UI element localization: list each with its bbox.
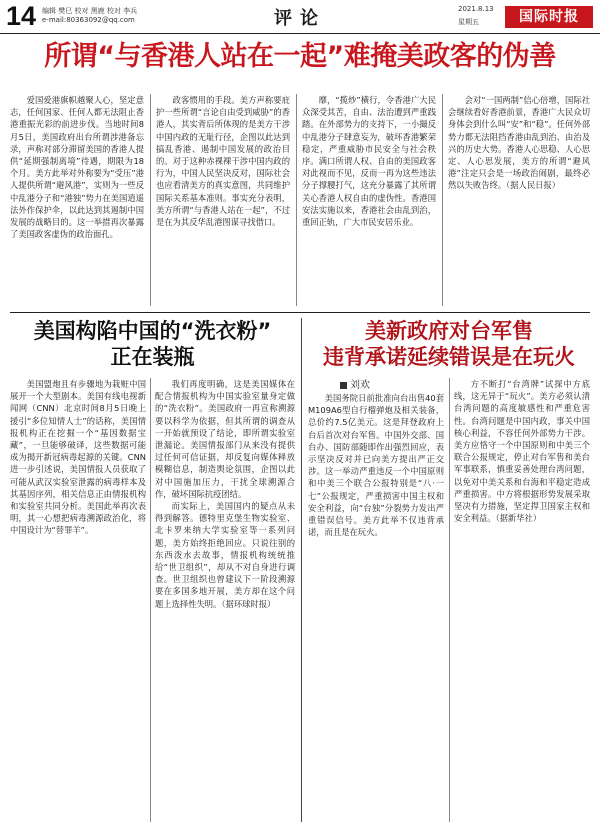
- main-article-col-2: [156, 94, 290, 306]
- author-icon: [340, 382, 347, 389]
- left-col-2-text: 我们再度明确，这是美国媒体在配合情报机构为中国实验室量身定做的“洗衣粉”。美国政府一再宣称溯源要以科学为依据，但其所谓的调查从一开始就预设了结论，即所谓实验室泄漏论。美国情报部门从来没有提供过任何可信证据，却反复向媒体释放模糊信息，制造舆论氛围，企图以此对中国施加压力，干扰全球溯源合作，破坏国际抗疫团结。: [155, 379, 295, 499]
- section-title: 评论: [274, 8, 326, 29]
- section-rule: [10, 312, 590, 313]
- article-divider: [301, 318, 302, 822]
- main-article-col-1: [10, 94, 144, 306]
- page-number: 14: [6, 1, 37, 31]
- right-headline-line1: 美新政府对台军售: [365, 319, 533, 343]
- right-headline-line2: 违背承诺延续错误是在玩火: [323, 345, 575, 369]
- left-col-1-text: 美国盟炮且有步骤地为栽赃中国展开一个大型剧本。美国有线电视新闻网（CNN）北京时间8月5日晚上援引“多位知情人士”的话称，美国情报机构正在挖掘一个“基因数据宝藏”，一旦能够破译，这些数据可能成为揭开新冠病毒起源的关键。CNN进一步引述说，美国情报人员获取了可能从武汉实验室泄露的病毒样本及其基因序列，相关信息正由情报机构和实验室共同分析。美国此举再次表明，其一心想把病毒溯源政治化，将中国设计为“替罪羊”。: [10, 379, 146, 536]
- left-article-col-1: [10, 378, 146, 822]
- main-col-1-text: 爱国爱港旗帜越聚人心，坚定意志，任何国家、任何人都无法阻止香港重振光彩的前进步伐。当地时间8月5日，美国政府出台所谓涉港备忘录，声称对部分滞留美国的香港人提供“延期强制离境”待遇，期限为18个月。美方此举对外称要为“受压”港人提供所谓“避风港”，实则为一些反中乱港分子和“港独”势力在美国逍遥法外作保护伞，以此达到其遏制中国发展的战略目的。这一举措再次暴露了美国政客虚伪的政治面孔。: [10, 95, 144, 240]
- left-article-col-2: [155, 378, 295, 822]
- author-name: 刘欢: [350, 380, 370, 391]
- main-col-4-text: 会对“一国两制”信心倍增，国际社会继续看好香港前景，香港广大民众切身体会到什么叫“安”和“稳”。任何外部势力都无法阻挡香港由乱到治、由治及兴的历史大势。香港人心思稳、人心思定、人心思发展，美方的所谓“避风港”注定只会是一场政治闹剧，最终必然以失败告终。（据人民日报）: [448, 95, 590, 191]
- main-headline: 所谓“与香港人站在一起”难掩美政客的伪善: [44, 41, 556, 72]
- left-headline-line2: 正在装瓶: [110, 345, 195, 369]
- column-divider: [296, 94, 297, 306]
- header-rule: [0, 33, 600, 34]
- column-divider: [150, 378, 151, 822]
- main-col-3-text: 靡，“揽炒”横行，令香港广大民众深受其苦，自由、法治遭到严重践踏。在外部势力的支持下，一小撮反中乱港分子肆意妄为，破坏香港繁荣稳定，严重威胁市民安全与社会秩序。满口所谓人权、自由的美国政客对此视而不见，反而一再为这些违法分子撑腰打气，这充分暴露了其所谓关心香港人权自由的虚伪性。香港国安法实施以来，香港社会由乱到治，重回正轨，广大市民安居乐业。: [302, 95, 436, 228]
- column-divider: [449, 378, 450, 822]
- paper-logo: 国际时报: [505, 6, 593, 28]
- right-col-1-text: 美国务院日前批准向台出售40套M109A6型自行榴弹炮及相关装备，总价约7.5亿美元。这是拜登政府上台后首次对台军售。中国外交部、国台办、国防部随即作出强烈回应，表示坚决反对并已向美方提出严正交涉。这一举动严重违反一个中国原则和中美三个联合公报特别是“八·一七”公报规定，严重损害中国主权和安全利益，向“台独”分裂势力发出严重错误信号。美方此举不仅违背承诺，而且是在玩火。: [308, 393, 444, 538]
- column-divider: [442, 94, 443, 306]
- left-headline-line1: 美国构陷中国的“洗衣粉”: [33, 319, 272, 343]
- right-article-col-1: [308, 392, 444, 822]
- main-col-2-text: 政客惯用的手段。美方声称要庇护一些所谓“言论自由受到威胁”的香港人，其实背后所体现的是美方干涉中国内政的无耻行径，企图以此达到搞乱香港、遏制中国发展的政治目的。对于这种赤裸裸干涉中国内政的行为，中国人民坚决反对，国际社会也应看清美方的真实意图，共同维护国际关系基本准则。事实充分表明，美方所谓“与香港人站在一起”，不过是在为其反华乱港图谋寻找借口。: [156, 95, 290, 228]
- byline: [340, 376, 370, 391]
- email: e-mail:80363092@qq.com: [42, 16, 135, 24]
- issue-date: 2021.8.13: [458, 5, 494, 13]
- right-col-2-text: 方不断打“台湾牌”试探中方底线，这无异于“玩火”。美方必须认清台湾问题的高度敏感性和严重危害性。台湾问题是中国内政，事关中国核心利益，不容任何外部势力干涉。美方应恪守一个中国原则和中美三个联合公报规定，停止对台军售和美台军事联系，慎重妥善处理台湾问题，以免对中美关系和台海和平稳定造成严重损害。中方将根据形势发展采取坚决有力措施，坚定捍卫国家主权和安全利益。（据新华社）: [454, 379, 590, 524]
- main-article-col-4: [448, 94, 590, 306]
- masthead: [0, 0, 600, 34]
- editor-line: 编辑 樊巳 校对 黑鹿 校对 李兵: [42, 7, 138, 15]
- issue-weekday: 星期五: [458, 18, 479, 26]
- column-divider: [150, 94, 151, 306]
- main-article-col-3: [302, 94, 436, 306]
- left-col-3-text: 而实际上，美国国内的疑点从未得到解答。德特里克堡生物实验室、北卡罗来纳大学实验室等一系列问题，美方始终拒绝回应。只说往别的东西泼水去故事，情报机构统统推给“世卫组织”，却从不对自身进行调查。世卫组织也曾建议下一阶段溯源要在多国多地开展，美方却在这个问题上选择性失明。（据环球时报）: [155, 501, 295, 609]
- right-article-col-2: [454, 378, 590, 822]
